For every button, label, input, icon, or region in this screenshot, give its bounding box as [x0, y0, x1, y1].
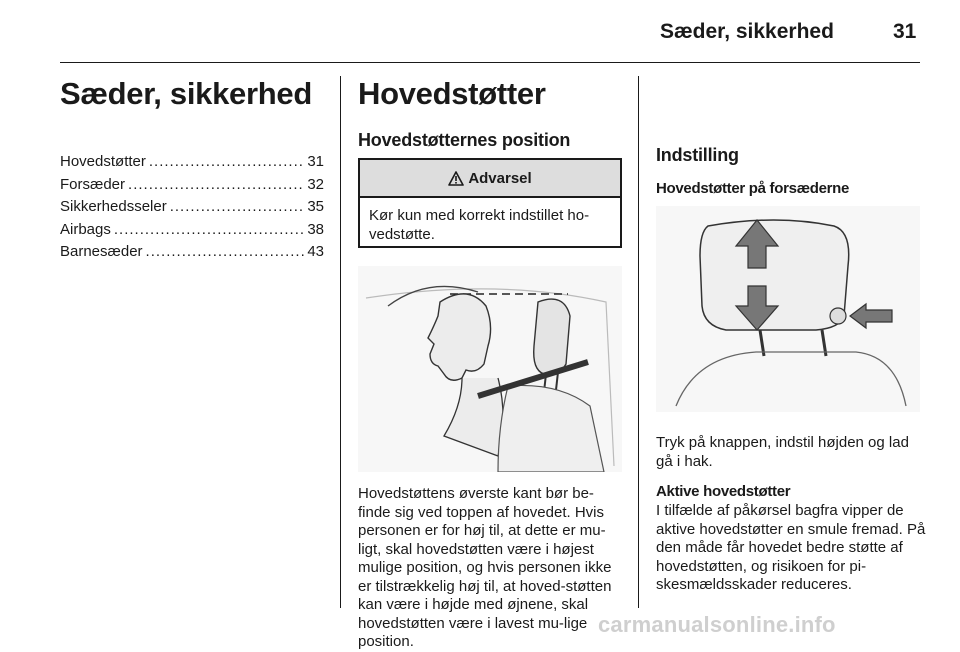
toc-entry[interactable]	[60, 219, 324, 242]
section-title: Hovedstøtter	[358, 76, 546, 111]
warning-text: Kør kun med korrekt indstillet ho-vedstøtte.	[369, 207, 590, 243]
active-headrest-subtitle: Aktive hovedstøtter	[656, 483, 791, 500]
toc-leader-dots	[114, 219, 304, 242]
toc-entry[interactable]	[60, 196, 324, 219]
front-headrest-text: Tryk på knappen, indstil højden og lad gå i hak.	[656, 434, 909, 470]
toc-leader-dots	[149, 151, 304, 174]
running-header-title: Sæder, sikkerhed	[660, 20, 834, 43]
toc-entry-page: 32	[307, 175, 324, 193]
section-header	[358, 76, 622, 151]
toc-leader-dots	[128, 174, 304, 197]
toc-entry-page: 35	[307, 198, 324, 215]
toc-leader-dots	[170, 196, 305, 219]
chapter-title: Sæder, sikkerhed	[60, 76, 312, 111]
toc-entry[interactable]	[60, 241, 324, 264]
column-divider-right	[638, 76, 639, 608]
headrest-position-illustration	[358, 266, 622, 472]
column-divider-left	[340, 76, 341, 608]
toc-entry-page: 43	[307, 243, 324, 260]
toc-entry-label: Hovedstøtter	[60, 153, 146, 170]
headrest-adjustment-illustration	[656, 206, 920, 412]
toc-entry-label: Sikkerhedsseler	[60, 198, 167, 215]
warning-title: Advarsel	[468, 169, 532, 187]
front-headrest-subtitle: Hovedstøtter på forsæderne	[656, 180, 850, 197]
warning-header	[360, 160, 620, 198]
warning-triangle-icon	[448, 171, 464, 186]
adjustment-title: Indstilling	[656, 145, 739, 165]
position-text: Hovedstøttens øverste kant bør be-finde sig ved toppen af hovedet. Hvis personen er for høj til, at dette er mu-ligt, skal hovedstøtten være i højest mulige position, og hvis personen ikke er tilstrækkelig høj til, at hoved-støtten kan være i højde med øjnene, skal hovedstøtten være i lavest mu-lige position.	[358, 485, 612, 650]
watermark: carmanualsonline.info	[598, 612, 836, 637]
toc-entry[interactable]	[60, 151, 324, 174]
toc-entry-label: Airbags	[60, 220, 111, 238]
active-headrest-text: I tilfælde af påkørsel bagfra vipper de aktive hovedstøtter en smule fremad. På den måde får hovedet bedre støtte af hovedstøtten, og risikoen for pi-skesmældsskader reduceres.	[656, 502, 926, 593]
toc-entry-page: 38	[307, 220, 324, 238]
warning-box	[358, 158, 622, 248]
toc-entry-page: 31	[307, 153, 324, 170]
header-rule	[60, 62, 920, 63]
section-subtitle: Hovedstøtternes position	[358, 130, 571, 150]
toc-entry-label: Barnesæder	[60, 243, 143, 260]
toc-entry[interactable]	[60, 174, 324, 197]
toc-entry-label: Forsæder	[60, 175, 126, 193]
table-of-contents	[60, 151, 324, 264]
toc-leader-dots	[146, 241, 305, 264]
page-number: 31	[893, 20, 917, 43]
